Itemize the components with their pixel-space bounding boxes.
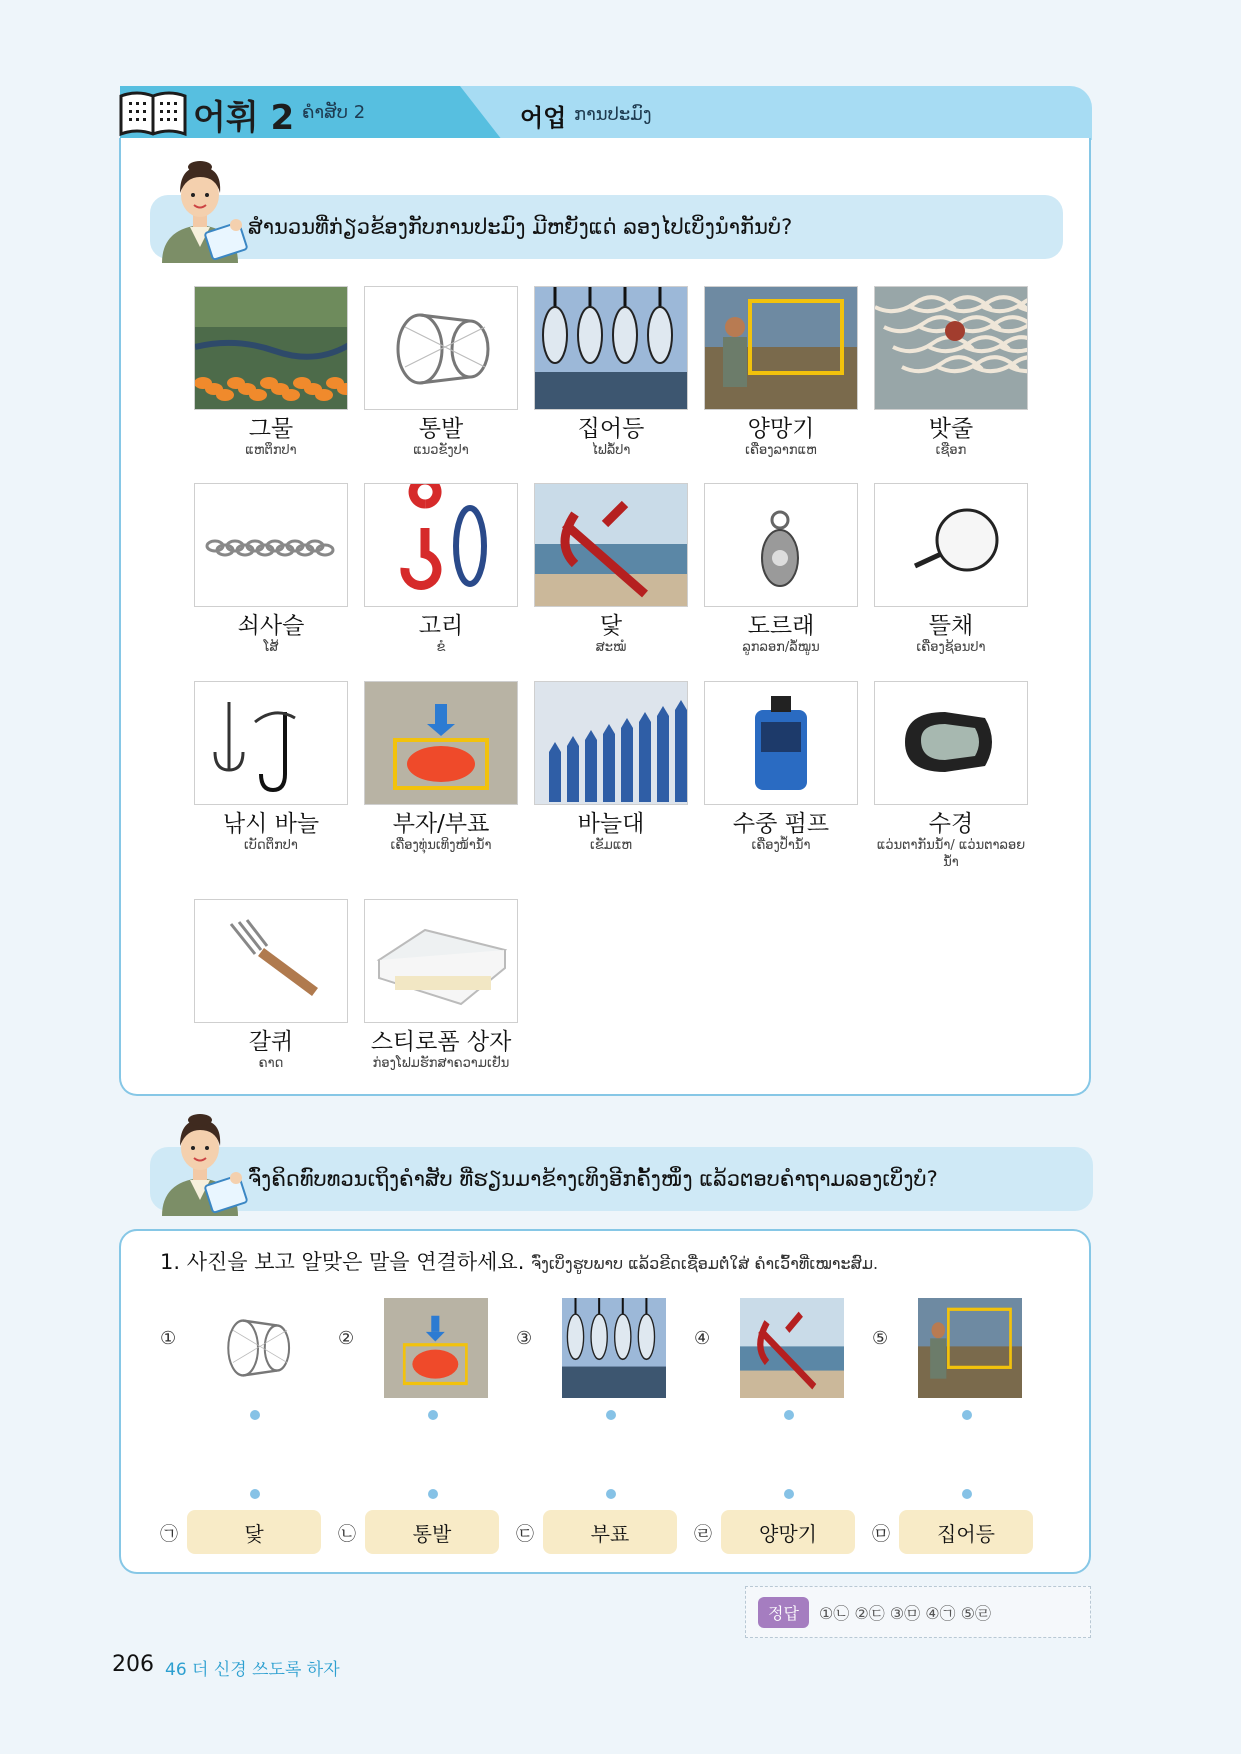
option-letter: ㉠ bbox=[160, 1524, 178, 1545]
connect-dot-top[interactable] bbox=[784, 1410, 794, 1420]
intro-bubble bbox=[150, 195, 1063, 259]
vocab-word-lao: ເບັດຕຶກປາ bbox=[244, 838, 298, 853]
vocab-image bbox=[364, 899, 518, 1023]
teacher-illustration bbox=[150, 155, 250, 265]
vocab-image bbox=[364, 286, 518, 410]
exercise-question bbox=[160, 1246, 878, 1276]
book-title: 46 더 신경 쓰도록 하자 bbox=[165, 1660, 340, 1680]
item-number: ③ bbox=[516, 1328, 533, 1349]
vocab-word: 도르래 bbox=[747, 613, 815, 639]
vocab-word-lao: ໄຟລໍ້ປາ bbox=[591, 443, 631, 458]
exercise-image bbox=[740, 1298, 844, 1402]
vocab-word: 스티로폼 상자 bbox=[370, 1029, 512, 1055]
vocab-word-lao: ເຂັມແຫ bbox=[589, 838, 633, 853]
vocab-item bbox=[363, 899, 519, 1072]
vocab-image bbox=[364, 681, 518, 805]
vocab-item bbox=[533, 681, 689, 854]
vocab-image bbox=[874, 681, 1028, 805]
exercise-image bbox=[384, 1298, 488, 1402]
vocab-image bbox=[704, 681, 858, 805]
vocab-image bbox=[194, 483, 348, 607]
page-number: 206 bbox=[112, 1652, 154, 1677]
vocab-item bbox=[873, 483, 1029, 656]
vocab-item bbox=[193, 483, 349, 656]
vocab-item bbox=[533, 286, 689, 459]
vocab-item bbox=[703, 681, 859, 854]
topic-title-lao: ການປະມົງ bbox=[574, 104, 652, 125]
vocab-image bbox=[534, 483, 688, 607]
vocab-word: 그물 bbox=[248, 416, 294, 442]
vocab-item bbox=[703, 483, 859, 656]
item-number: ① bbox=[160, 1328, 177, 1349]
question-lao: ຈົ່ງເບິ່ງຮູບພາບ ແລ້ວຂີດເຊື່ອມຕໍ່ໃສ່ ຄໍາເວົ້າທີ່ເໝາະສົມ. bbox=[531, 1254, 879, 1273]
vocab-title: 어휘 2 bbox=[193, 98, 295, 138]
vocab-image bbox=[194, 681, 348, 805]
connect-dot-top[interactable] bbox=[606, 1410, 616, 1420]
connect-dot-bottom[interactable] bbox=[606, 1489, 616, 1499]
vocab-item bbox=[363, 286, 519, 459]
review-bubble bbox=[150, 1147, 1093, 1211]
option-box[interactable]: 부표 bbox=[543, 1510, 677, 1554]
vocab-word-lao: ລູກລອກ/ລໍ້ໝູນ bbox=[742, 640, 820, 655]
option-box[interactable]: 통발 bbox=[365, 1510, 499, 1554]
vocab-image bbox=[194, 286, 348, 410]
vocab-item bbox=[363, 483, 519, 656]
vocab-image bbox=[534, 286, 688, 410]
vocab-word: 낚시 바늘 bbox=[222, 811, 320, 837]
vocab-word-lao: ສະໝໍ bbox=[595, 640, 627, 655]
question-korean: 1. 사진을 보고 알맞은 말을 연결하세요. bbox=[160, 1250, 525, 1274]
review-prompt: ຈົ່ງຄິດທົບທວນເຖິງຄໍາສັບ ທີ່ຮຽນມາຂ້າງເທິງອີກຄັ້ງໜຶ່ງ ແລ້ວຕອບຄໍາຖາມລອງເບິ່ງບໍ? bbox=[248, 1167, 938, 1191]
vocab-word-lao: ເຊືອກ bbox=[935, 443, 967, 458]
vocab-image bbox=[874, 286, 1028, 410]
vocab-word-lao: ແນວຂັງປາ bbox=[413, 443, 469, 458]
item-number: ④ bbox=[694, 1328, 711, 1349]
vocab-word-lao: ເຄື່ອງທຸ່ນເທິງໜ້ານໍ້າ bbox=[390, 838, 492, 853]
vocab-word: 닻 bbox=[599, 613, 623, 639]
vocab-word: 양망기 bbox=[747, 416, 815, 442]
vocab-word-lao: ເຄື່ອງຊ້ອນປາ bbox=[916, 640, 986, 655]
connect-dot-bottom[interactable] bbox=[962, 1489, 972, 1499]
vocab-word: 고리 bbox=[418, 613, 464, 639]
vocab-word-lao: ເຄື່ອງປໍ້ານໍ້າ bbox=[751, 838, 811, 853]
vocab-word: 집어등 bbox=[577, 416, 645, 442]
vocab-image bbox=[364, 483, 518, 607]
option-letter: ㉢ bbox=[516, 1524, 534, 1545]
vocab-word: 뜰채 bbox=[928, 613, 974, 639]
answer-label: 정답 bbox=[758, 1597, 809, 1628]
vocab-word-lao: ຂໍ bbox=[436, 640, 446, 655]
vocab-word: 수경 bbox=[928, 811, 974, 837]
vocab-item bbox=[533, 483, 689, 656]
vocab-item bbox=[193, 286, 349, 459]
connect-dot-top[interactable] bbox=[428, 1410, 438, 1420]
intro-prompt: ສໍານວນທີ່ກ່ຽວຂ້ອງກັບການປະມົງ ມີຫຍັງແດ່ ລອງໄປເບິ່ງນໍາກັນບໍ? bbox=[248, 215, 793, 239]
vocab-item bbox=[193, 681, 349, 854]
answer-key bbox=[745, 1586, 1091, 1638]
vocab-word-lao: ແຫຕຶກປາ bbox=[245, 443, 297, 458]
vocab-word-lao: ແວ່ນຕາກັນນໍ້າ/ ແວ່ນຕາລອຍນໍ້າ bbox=[876, 838, 1026, 870]
open-book-icon bbox=[117, 88, 189, 140]
vocab-word-lao: ເຄື່ອງລາກແຫ bbox=[745, 443, 817, 458]
vocab-item bbox=[873, 286, 1029, 459]
exercise-image bbox=[562, 1298, 666, 1402]
vocab-image bbox=[704, 483, 858, 607]
vocab-item bbox=[873, 681, 1029, 871]
connect-dot-bottom[interactable] bbox=[250, 1489, 260, 1499]
option-letter: ㉤ bbox=[872, 1524, 890, 1545]
item-number: ⑤ bbox=[872, 1328, 889, 1349]
answer-text: ①㉡ ②㉢ ③㉤ ④㉠ ⑤㉣ bbox=[818, 1603, 991, 1623]
vocab-title-lao: ຄໍາສັບ 2 bbox=[302, 102, 366, 123]
vocab-word: 통발 bbox=[418, 416, 464, 442]
vocab-word-lao: ກ່ອງໂຟມຮັກສາຄວາມເຢັນ bbox=[372, 1056, 510, 1071]
vocab-word: 부자/부표 bbox=[392, 811, 490, 837]
vocab-image bbox=[874, 483, 1028, 607]
vocab-word-lao: ໂສ້ bbox=[263, 640, 279, 655]
vocab-image bbox=[704, 286, 858, 410]
exercise-image bbox=[206, 1298, 310, 1402]
option-letter: ㉣ bbox=[694, 1524, 712, 1545]
item-number: ② bbox=[338, 1328, 355, 1349]
connect-dot-bottom[interactable] bbox=[428, 1489, 438, 1499]
connect-dot-top[interactable] bbox=[250, 1410, 260, 1420]
vocab-item bbox=[703, 286, 859, 459]
vocab-item bbox=[193, 899, 349, 1072]
vocab-item bbox=[363, 681, 519, 854]
vocab-word: 갈퀴 bbox=[248, 1029, 294, 1055]
vocab-word: 수중 펌프 bbox=[732, 811, 830, 837]
connect-dot-top[interactable] bbox=[962, 1410, 972, 1420]
option-letter: ㉡ bbox=[338, 1524, 356, 1545]
connect-dot-bottom[interactable] bbox=[784, 1489, 794, 1499]
option-box[interactable]: 양망기 bbox=[721, 1510, 855, 1554]
vocab-image bbox=[194, 899, 348, 1023]
exercise-image bbox=[918, 1298, 1022, 1402]
teacher-illustration bbox=[150, 1108, 250, 1218]
topic-title: 어업 bbox=[520, 104, 567, 132]
vocab-word-lao: ຄາດ bbox=[258, 1056, 284, 1071]
option-box[interactable]: 집어등 bbox=[899, 1510, 1033, 1554]
vocab-word: 쇠사슬 bbox=[237, 613, 305, 639]
vocab-image bbox=[534, 681, 688, 805]
vocab-word: 바늘대 bbox=[577, 811, 645, 837]
option-box[interactable]: 닻 bbox=[187, 1510, 321, 1554]
vocab-word: 밧줄 bbox=[928, 416, 974, 442]
